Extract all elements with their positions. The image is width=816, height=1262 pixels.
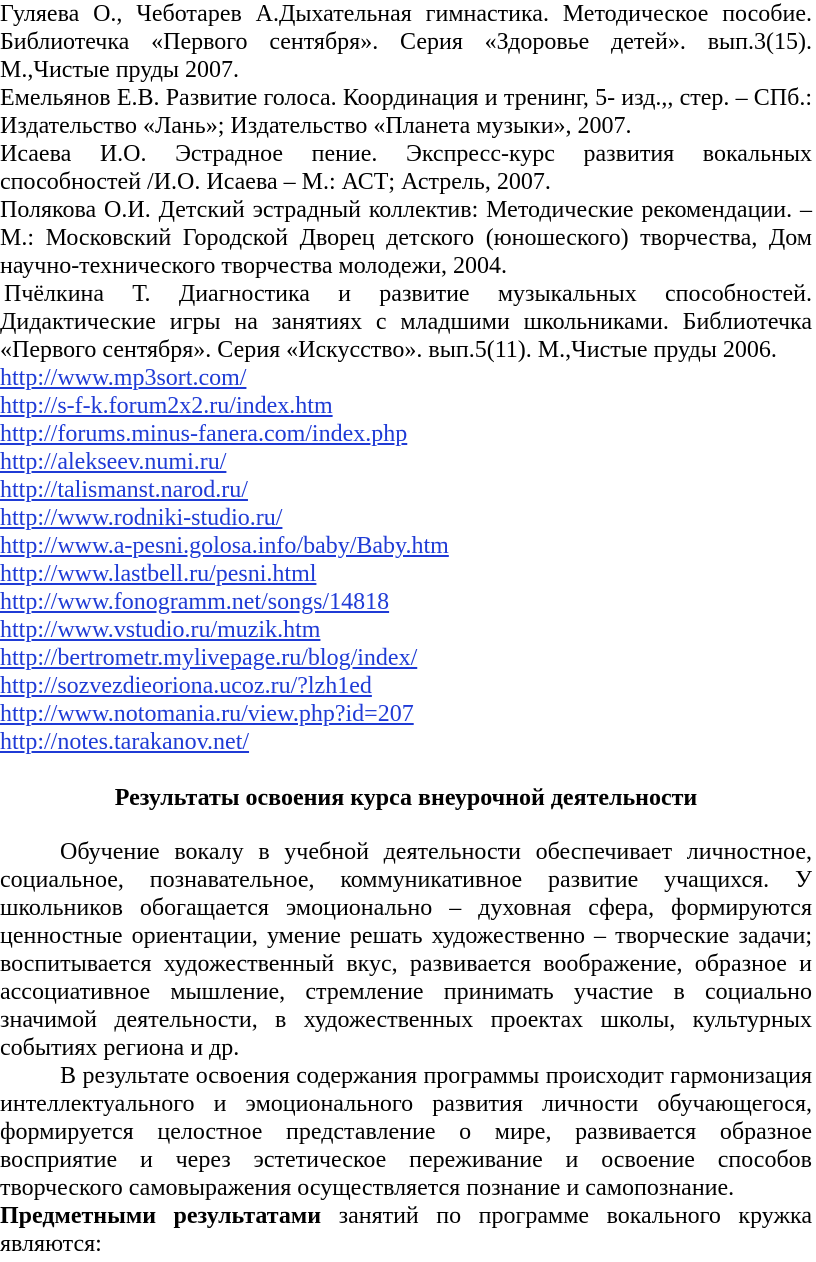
list-item [0, 672, 812, 700]
list-item [0, 392, 812, 420]
list-item [0, 420, 812, 448]
subject-results-text: занятий по программе вокального кружка являются: [0, 1203, 812, 1257]
list-item [0, 364, 812, 392]
reference-polyakova: Полякова О.И. Детский эстрадный коллектив: Методические рекомендации. – М.: Московский Городской Дворец детского (юношеского) творчества, Дом научно-технического творчества молодежи, 2004. [0, 197, 812, 279]
link-fonogramm[interactable]: http://www.fonogramm.net/songs/14818 [0, 589, 390, 615]
list-item [0, 504, 812, 532]
results-paragraph-1: Обучение вокалу в учебной деятельности обеспечивает личностное, социальное, познавательное, коммуникативное развитие учащихся. У школьников обогащается эмоционально – духовная сфера, формируются ценностные ориентации, умение решать художественно – творческие задачи; воспитывается художественный вкус, развивается воображение, образное и ассоциативное мышление, стремление принимать участие в социально значимой деятельности, в художественных проектах школы, культурных событиях региона и др. [0, 839, 812, 1061]
reference-gulyaeva: Гуляева О., Чеботарев А.Дыхательная гимнастика. Методическое пособие. Библиотечка «Первого сентября». Серия «Здоровье детей». вып.3(15). М.,Чистые пруды 2007. [0, 1, 812, 83]
reference-emelyanov: Емельянов Е.В. Развитие голоса. Координация и тренинг, 5- изд.,, стер. – СПб.: Издательство «Лань»; Издательство «Планета музыки», 2007. [0, 85, 812, 139]
link-rodniki-studio[interactable]: http://www.rodniki-studio.ru/ [0, 505, 283, 531]
link-talismanst[interactable]: http://talismanst.narod.ru/ [0, 477, 248, 503]
list-item [0, 476, 812, 504]
link-bertrometr[interactable]: http://bertrometr.mylivepage.ru/blog/index/ [0, 645, 418, 671]
link-mp3sort[interactable]: http://www.mp3sort.com/ [0, 365, 247, 391]
link-minus-fanera[interactable]: http://forums.minus-fanera.com/index.php [0, 421, 408, 447]
list-item [0, 616, 812, 644]
results-paragraph-3 [0, 1202, 812, 1258]
list-item [0, 532, 812, 560]
reference-pchelkina: Пчёлкина Т. Диагностика и развитие музыкальных способностей. Дидактические игры на занятиях с младшими школьниками. Библиотечка «Первого сентября». Серия «Искусство». вып.5(11). М.,Чистые пруды 2006. [0, 281, 812, 363]
link-lastbell[interactable]: http://www.lastbell.ru/pesni.html [0, 561, 317, 587]
link-vstudio[interactable]: http://www.vstudio.ru/muzik.htm [0, 617, 321, 643]
subject-results-label: Предметными результатами [0, 1203, 322, 1229]
link-a-pesni[interactable]: http://www.a-pesni.golosa.info/baby/Baby.htm [0, 533, 449, 559]
list-item [0, 644, 812, 672]
link-s-f-k-forum[interactable]: http://s-f-k.forum2x2.ru/index.htm [0, 393, 333, 419]
list-item [0, 560, 812, 588]
link-sozvezdieoriona[interactable]: http://sozvezdieoriona.ucoz.ru/?lzh1ed [0, 673, 372, 699]
list-item [0, 728, 812, 756]
list-item [0, 700, 812, 728]
reference-isaeva: Исаева И.О. Эстрадное пение. Экспресс-курс развития вокальных способностей /И.О. Исаева – М.: АСТ; Астрель, 2007. [0, 141, 812, 195]
results-paragraph-2: В результате освоения содержания программы происходит гармонизация интеллектуального и эмоционального развития личности обучающегося, формируется целостное представление о мире, развивается образное восприятие и через эстетическое переживание и освоение способов творческого самовыражения осуществляется познание и самопознание. [0, 1063, 812, 1201]
link-list [0, 364, 812, 756]
link-tarakanov[interactable]: http://notes.tarakanov.net/ [0, 729, 250, 755]
list-item [0, 588, 812, 616]
link-alekseev[interactable]: http://alekseev.numi.ru/ [0, 449, 227, 475]
list-item [0, 448, 812, 476]
section-heading: Результаты освоения курса внеурочной деятельности [114, 785, 698, 811]
link-notomania[interactable]: http://www.notomania.ru/view.php?id=207 [0, 701, 414, 727]
